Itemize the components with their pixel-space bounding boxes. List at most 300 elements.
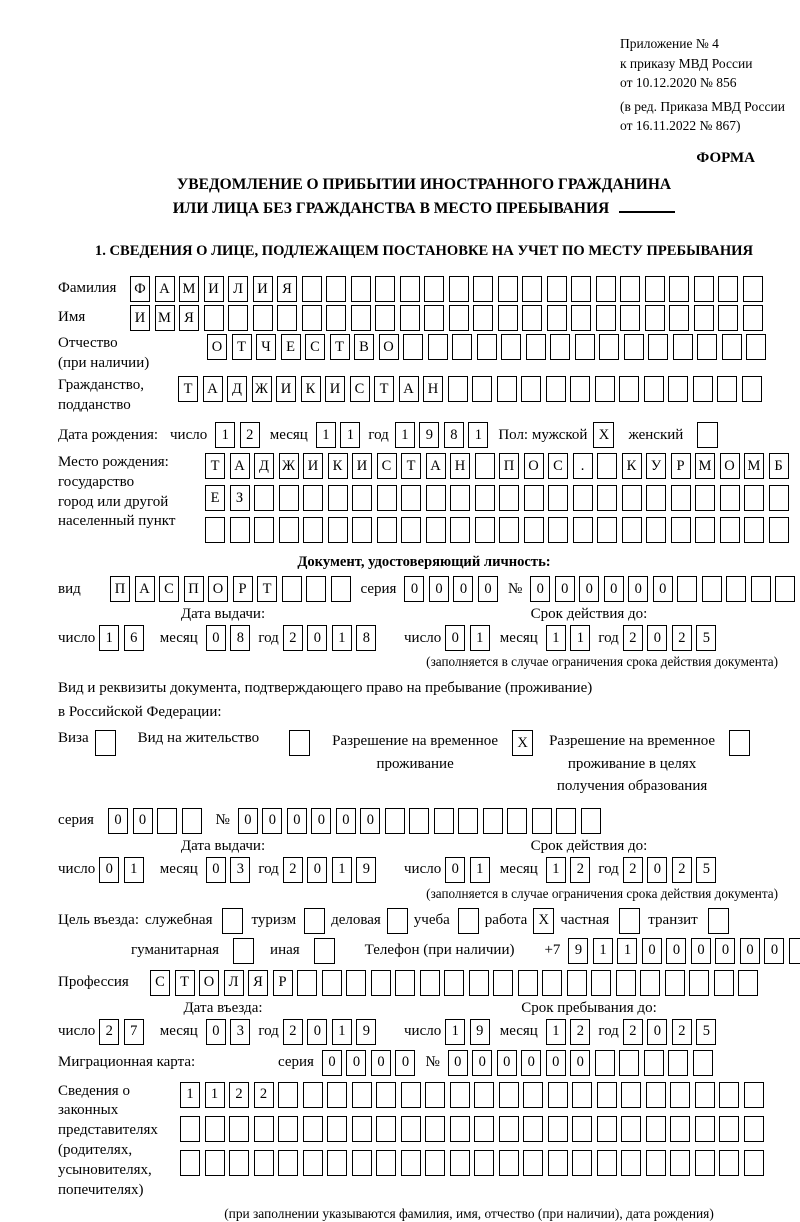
char-box[interactable]: 2 [570,857,590,883]
char-box[interactable] [646,1116,666,1142]
char-box[interactable]: 0 [647,857,667,883]
char-box[interactable] [475,453,495,479]
char-box[interactable] [702,576,722,602]
char-box[interactable] [689,970,709,996]
char-box[interactable] [573,517,593,543]
char-box[interactable]: . [573,453,593,479]
char-box[interactable]: К [328,453,348,479]
char-box[interactable] [743,276,763,302]
char-box[interactable] [720,485,740,511]
char-box[interactable] [424,276,444,302]
char-box[interactable] [671,485,691,511]
char-box[interactable]: 8 [444,422,464,448]
char-box[interactable]: О [379,334,399,360]
char-box[interactable]: 2 [229,1082,249,1108]
char-box[interactable]: П [184,576,204,602]
char-box[interactable]: Т [401,453,421,479]
char-box[interactable]: 2 [283,857,303,883]
char-box[interactable]: 0 [579,576,599,602]
char-box[interactable] [695,485,715,511]
char-box[interactable] [477,334,497,360]
char-box[interactable]: М [695,453,715,479]
char-box[interactable]: 0 [360,808,380,834]
char-box[interactable]: Т [178,376,198,402]
char-box[interactable] [351,276,371,302]
char-box[interactable] [376,1082,396,1108]
char-box[interactable]: 0 [521,1050,541,1076]
char-box[interactable] [395,970,415,996]
char-box[interactable] [597,1082,617,1108]
char-box[interactable] [474,1082,494,1108]
char-box[interactable]: 5 [696,625,716,651]
char-box[interactable]: 1 [99,625,119,651]
char-box[interactable] [599,334,619,360]
char-box[interactable] [474,1116,494,1142]
char-box[interactable] [556,808,576,834]
char-box[interactable]: 0 [371,1050,391,1076]
char-box[interactable] [548,517,568,543]
char-box[interactable]: Б [769,453,789,479]
char-box[interactable]: 3 [230,857,250,883]
char-box[interactable] [303,517,323,543]
char-box[interactable] [718,276,738,302]
char-box[interactable]: К [622,453,642,479]
char-box[interactable] [302,276,322,302]
char-box[interactable]: Р [233,576,253,602]
char-box[interactable]: Т [257,576,277,602]
char-box[interactable] [426,517,446,543]
char-box[interactable]: 8 [356,625,376,651]
char-box[interactable] [458,808,478,834]
char-box[interactable]: 0 [346,1050,366,1076]
char-box[interactable]: С [548,453,568,479]
char-box[interactable]: О [207,334,227,360]
char-box[interactable]: 1 [395,422,415,448]
char-box[interactable] [694,305,714,331]
char-box[interactable]: 9 [356,857,376,883]
char-box[interactable]: 0 [311,808,331,834]
char-box[interactable]: 0 [653,576,673,602]
char-box[interactable]: 1 [180,1082,200,1108]
char-box[interactable]: 0 [206,625,226,651]
char-box[interactable] [475,485,495,511]
char-box[interactable]: И [204,276,224,302]
char-box[interactable] [253,305,273,331]
char-box[interactable]: 0 [715,938,735,964]
char-box[interactable]: Я [277,276,297,302]
char-box[interactable] [326,276,346,302]
purpose-transit-checkbox[interactable] [708,908,729,934]
char-box[interactable]: О [720,453,740,479]
char-box[interactable]: И [276,376,296,402]
char-box[interactable]: 1 [470,625,490,651]
char-box[interactable] [714,970,734,996]
char-box[interactable] [228,305,248,331]
char-box[interactable] [327,1082,347,1108]
char-box[interactable] [401,485,421,511]
char-box[interactable]: 1 [332,1019,352,1045]
char-box[interactable]: 0 [555,576,575,602]
char-box[interactable]: 2 [570,1019,590,1045]
char-box[interactable]: Н [450,453,470,479]
char-box[interactable]: 0 [262,808,282,834]
char-box[interactable] [624,334,644,360]
char-box[interactable]: 0 [647,625,667,651]
char-box[interactable]: 0 [404,576,424,602]
char-box[interactable] [498,276,518,302]
char-box[interactable] [420,970,440,996]
char-box[interactable]: 2 [623,625,643,651]
char-box[interactable] [450,517,470,543]
char-box[interactable]: Д [254,453,274,479]
char-box[interactable] [297,970,317,996]
char-box[interactable]: 0 [429,576,449,602]
char-box[interactable]: 0 [570,1050,590,1076]
char-box[interactable]: 6 [124,625,144,651]
char-box[interactable] [375,276,395,302]
char-box[interactable] [449,305,469,331]
temp-residence-checkbox[interactable]: X [512,730,533,756]
char-box[interactable] [377,485,397,511]
char-box[interactable]: Я [179,305,199,331]
char-box[interactable] [548,1116,568,1142]
char-box[interactable] [523,1116,543,1142]
char-box[interactable] [744,1082,764,1108]
char-box[interactable]: Е [281,334,301,360]
char-box[interactable]: 0 [395,1050,415,1076]
char-box[interactable]: 9 [419,422,439,448]
char-box[interactable] [254,517,274,543]
char-box[interactable] [328,485,348,511]
char-box[interactable] [428,334,448,360]
char-box[interactable] [385,808,405,834]
char-box[interactable] [523,1082,543,1108]
char-box[interactable]: 0 [133,808,153,834]
purpose-official-checkbox[interactable] [222,908,243,934]
char-box[interactable]: 1 [445,1019,465,1045]
char-box[interactable]: 0 [478,576,498,602]
char-box[interactable] [532,808,552,834]
char-box[interactable]: 5 [696,857,716,883]
char-box[interactable]: И [130,305,150,331]
char-box[interactable] [205,517,225,543]
char-box[interactable]: А [230,453,250,479]
char-box[interactable]: Т [175,970,195,996]
char-box[interactable] [695,1116,715,1142]
char-box[interactable]: 1 [546,625,566,651]
char-box[interactable]: Т [330,334,350,360]
char-box[interactable] [673,334,693,360]
char-box[interactable] [282,576,302,602]
char-box[interactable]: Я [248,970,268,996]
char-box[interactable]: 0 [647,1019,667,1045]
visa-checkbox[interactable] [95,730,116,756]
char-box[interactable] [547,276,567,302]
char-box[interactable] [726,576,746,602]
char-box[interactable]: 9 [470,1019,490,1045]
char-box[interactable] [472,376,492,402]
char-box[interactable] [622,517,642,543]
char-box[interactable] [644,376,664,402]
char-box[interactable] [697,334,717,360]
char-box[interactable] [719,1082,739,1108]
char-box[interactable]: 0 [445,625,465,651]
char-box[interactable]: 1 [215,422,235,448]
char-box[interactable]: 1 [332,857,352,883]
char-box[interactable]: 1 [570,625,590,651]
char-box[interactable] [346,970,366,996]
char-box[interactable] [695,517,715,543]
char-box[interactable] [452,334,472,360]
char-box[interactable] [326,305,346,331]
char-box[interactable] [306,576,326,602]
char-box[interactable] [409,808,429,834]
char-box[interactable] [719,1116,739,1142]
char-box[interactable] [322,970,342,996]
char-box[interactable] [746,334,766,360]
char-box[interactable] [648,334,668,360]
char-box[interactable] [483,808,503,834]
char-box[interactable] [646,1082,666,1108]
char-box[interactable] [303,1082,323,1108]
char-box[interactable]: А [399,376,419,402]
char-box[interactable] [665,970,685,996]
char-box[interactable]: 5 [696,1019,716,1045]
char-box[interactable]: А [135,576,155,602]
char-box[interactable] [302,305,322,331]
char-box[interactable]: П [499,453,519,479]
char-box[interactable]: Т [232,334,252,360]
purpose-private-checkbox[interactable] [619,908,640,934]
char-box[interactable]: 2 [240,422,260,448]
char-box[interactable]: 8 [230,625,250,651]
char-box[interactable] [526,334,546,360]
char-box[interactable]: Ж [252,376,272,402]
char-box[interactable]: 0 [445,857,465,883]
char-box[interactable]: Ч [256,334,276,360]
char-box[interactable]: 2 [623,857,643,883]
char-box[interactable] [620,276,640,302]
purpose-work-checkbox[interactable]: X [533,908,554,934]
char-box[interactable]: 7 [124,1019,144,1045]
char-box[interactable] [567,970,587,996]
char-box[interactable]: И [303,453,323,479]
char-box[interactable] [597,517,617,543]
char-box[interactable] [328,517,348,543]
char-box[interactable] [591,970,611,996]
char-box[interactable]: К [301,376,321,402]
char-box[interactable] [278,1082,298,1108]
char-box[interactable] [743,305,763,331]
char-box[interactable]: 0 [740,938,760,964]
char-box[interactable] [596,305,616,331]
char-box[interactable]: У [646,453,666,479]
char-box[interactable] [640,970,660,996]
char-box[interactable]: С [350,376,370,402]
char-box[interactable]: Т [374,376,394,402]
male-checkbox[interactable]: X [593,422,614,448]
char-box[interactable]: 1 [593,938,613,964]
char-box[interactable] [597,453,617,479]
char-box[interactable] [717,376,737,402]
char-box[interactable]: 1 [124,857,144,883]
char-box[interactable] [670,1116,690,1142]
char-box[interactable] [277,305,297,331]
char-box[interactable] [475,517,495,543]
char-box[interactable] [668,376,688,402]
char-box[interactable] [694,276,714,302]
char-box[interactable] [571,276,591,302]
char-box[interactable] [668,1050,688,1076]
char-box[interactable]: 2 [672,625,692,651]
char-box[interactable] [644,1050,664,1076]
char-box[interactable] [400,305,420,331]
char-box[interactable] [403,334,423,360]
char-box[interactable] [352,1082,372,1108]
char-box[interactable]: Д [227,376,247,402]
char-box[interactable] [722,334,742,360]
char-box[interactable] [572,1082,592,1108]
char-box[interactable]: 0 [764,938,784,964]
char-box[interactable] [522,305,542,331]
char-box[interactable] [426,485,446,511]
char-box[interactable] [751,576,771,602]
char-box[interactable] [546,376,566,402]
char-box[interactable] [744,517,764,543]
char-box[interactable]: З [230,485,250,511]
char-box[interactable] [499,517,519,543]
char-box[interactable] [646,485,666,511]
char-box[interactable] [499,1116,519,1142]
char-box[interactable]: С [150,970,170,996]
char-box[interactable] [375,305,395,331]
char-box[interactable]: 1 [546,857,566,883]
char-box[interactable] [401,1116,421,1142]
char-box[interactable] [331,576,351,602]
char-box[interactable]: 1 [546,1019,566,1045]
char-box[interactable] [744,485,764,511]
char-box[interactable] [595,376,615,402]
char-box[interactable] [573,485,593,511]
char-box[interactable]: 1 [316,422,336,448]
char-box[interactable] [450,1082,470,1108]
char-box[interactable]: О [199,970,219,996]
char-box[interactable] [581,808,601,834]
char-box[interactable] [646,517,666,543]
char-box[interactable] [575,334,595,360]
edu-residence-checkbox[interactable] [729,730,750,756]
char-box[interactable] [645,276,665,302]
char-box[interactable] [742,376,762,402]
char-box[interactable]: Л [224,970,244,996]
char-box[interactable]: Н [423,376,443,402]
char-box[interactable]: 9 [568,938,588,964]
char-box[interactable]: 2 [99,1019,119,1045]
char-box[interactable]: 0 [336,808,356,834]
char-box[interactable] [401,1082,421,1108]
char-box[interactable]: 0 [307,857,327,883]
char-box[interactable]: 2 [283,625,303,651]
char-box[interactable] [230,517,250,543]
char-box[interactable] [448,376,468,402]
char-box[interactable] [444,970,464,996]
char-box[interactable] [157,808,177,834]
char-box[interactable]: 0 [238,808,258,834]
char-box[interactable]: А [203,376,223,402]
char-box[interactable] [695,1082,715,1108]
char-box[interactable] [718,305,738,331]
char-box[interactable] [621,1082,641,1108]
char-box[interactable] [693,1050,713,1076]
char-box[interactable] [279,517,299,543]
char-box[interactable] [499,1082,519,1108]
char-box[interactable]: 0 [448,1050,468,1076]
char-box[interactable]: 0 [453,576,473,602]
char-box[interactable] [669,276,689,302]
char-box[interactable] [400,276,420,302]
char-box[interactable] [205,1116,225,1142]
char-box[interactable]: Л [228,276,248,302]
char-box[interactable] [616,970,636,996]
char-box[interactable]: 2 [672,1019,692,1045]
char-box[interactable] [620,305,640,331]
char-box[interactable] [351,305,371,331]
char-box[interactable] [507,808,527,834]
char-box[interactable]: 1 [617,938,637,964]
char-box[interactable]: М [155,305,175,331]
char-box[interactable] [401,517,421,543]
char-box[interactable] [424,305,444,331]
char-box[interactable]: 2 [623,1019,643,1045]
char-box[interactable] [352,517,372,543]
char-box[interactable] [493,970,513,996]
purpose-other-checkbox[interactable] [314,938,335,964]
char-box[interactable] [769,485,789,511]
char-box[interactable] [278,1116,298,1142]
char-box[interactable]: С [305,334,325,360]
char-box[interactable]: 9 [356,1019,376,1045]
char-box[interactable] [498,305,518,331]
char-box[interactable] [669,305,689,331]
char-box[interactable] [352,485,372,511]
char-box[interactable]: 0 [497,1050,517,1076]
char-box[interactable]: И [352,453,372,479]
char-box[interactable] [254,1116,274,1142]
char-box[interactable]: 0 [642,938,662,964]
char-box[interactable]: М [179,276,199,302]
char-box[interactable]: 0 [322,1050,342,1076]
char-box[interactable] [522,276,542,302]
female-checkbox[interactable] [697,422,718,448]
char-box[interactable] [521,376,541,402]
char-box[interactable]: Ф [130,276,150,302]
char-box[interactable] [303,485,323,511]
char-box[interactable] [371,970,391,996]
char-box[interactable] [622,485,642,511]
char-box[interactable] [548,1082,568,1108]
char-box[interactable] [693,376,713,402]
char-box[interactable]: 1 [205,1082,225,1108]
char-box[interactable] [377,517,397,543]
char-box[interactable]: 1 [332,625,352,651]
char-box[interactable]: 0 [287,808,307,834]
char-box[interactable] [425,1116,445,1142]
char-box[interactable]: Р [671,453,691,479]
char-box[interactable] [279,485,299,511]
char-box[interactable] [789,938,800,964]
residence-permit-checkbox[interactable] [289,730,310,756]
char-box[interactable] [473,276,493,302]
